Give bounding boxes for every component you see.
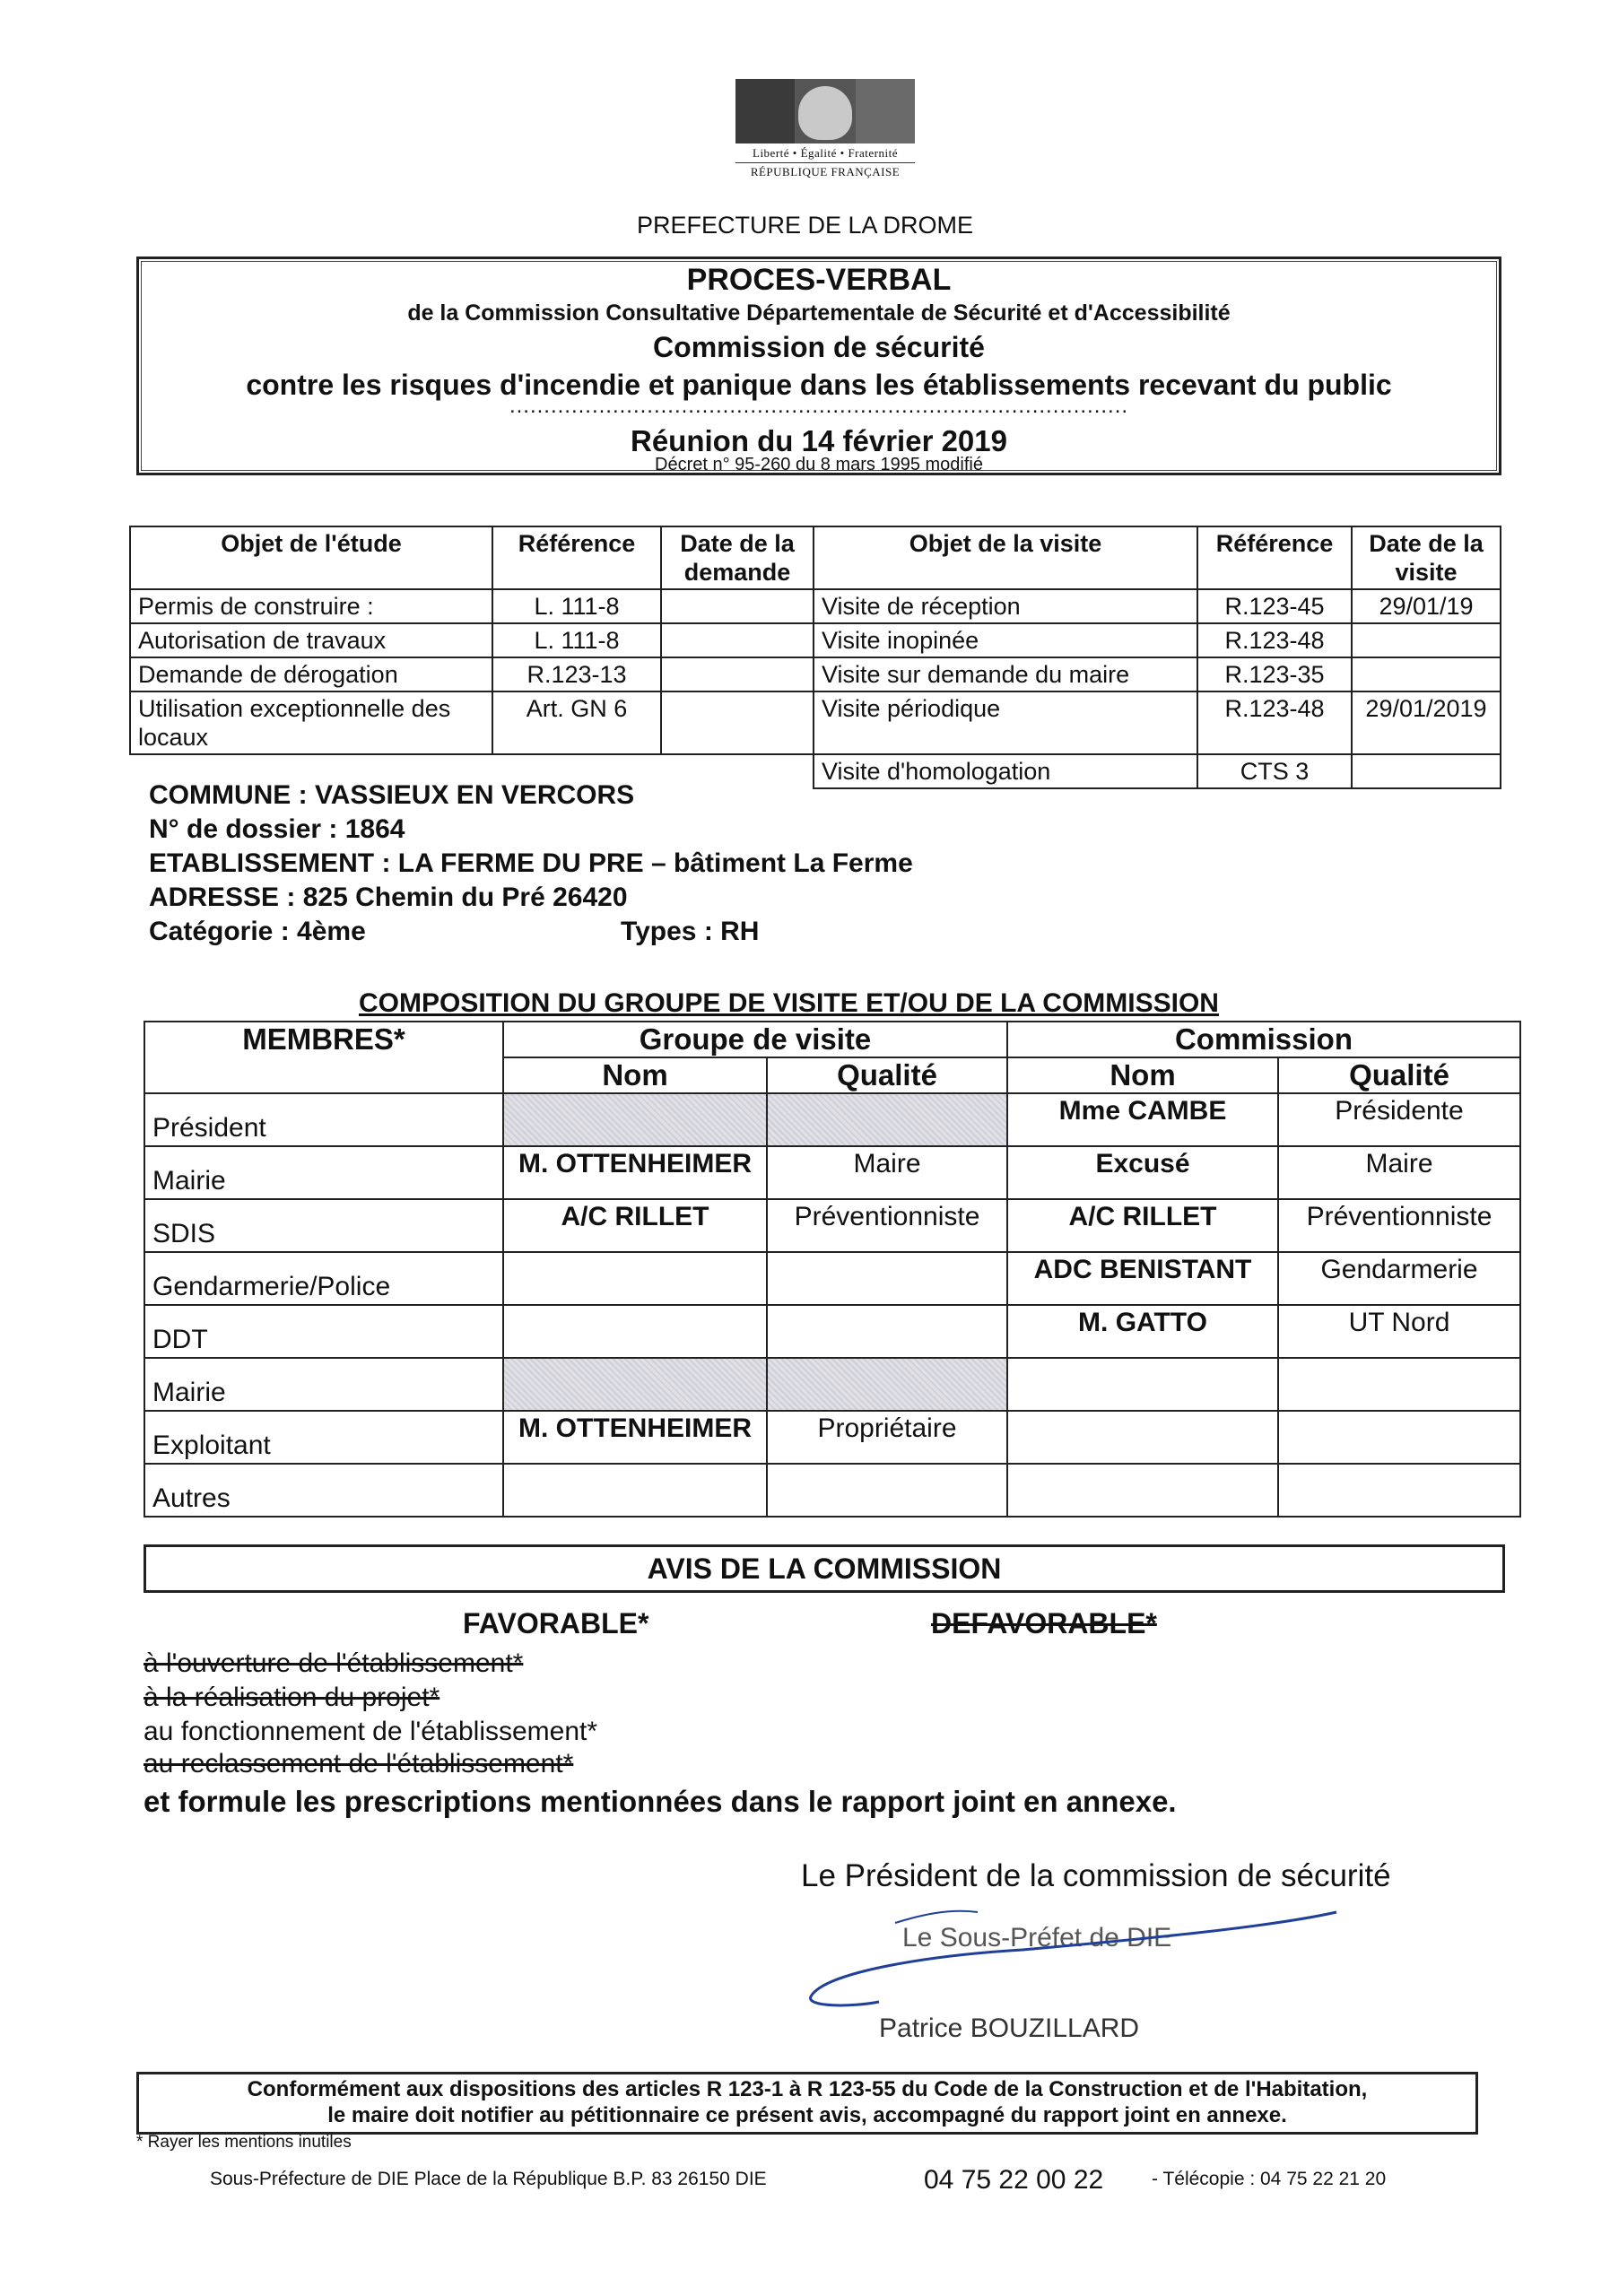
commission-nom: Mme CAMBE — [1007, 1093, 1278, 1146]
header-groupe-visite: Groupe de visite — [503, 1022, 1007, 1057]
footer-legal-box — [136, 2072, 1478, 2135]
header-date-demande: Date de la demande — [661, 526, 814, 589]
table-cell: Visite sur demande du maire — [814, 657, 1197, 691]
table-cell: R.123-45 — [1197, 589, 1352, 623]
table-cell: R.123-48 — [1197, 691, 1352, 754]
table-cell — [661, 691, 814, 754]
pv-subtitle: de la Commission Consultative Départementale de Sécurité et d'Accessibilité — [407, 300, 1231, 326]
table-row — [130, 657, 1501, 691]
footer-line-2: le maire doit notifier au pétitionnaire ce présent avis, accompagné du rapport joint en annexe. — [327, 2103, 1287, 2127]
groupe-nom — [503, 1305, 767, 1358]
pv-title: PROCES-VERBAL — [686, 263, 952, 297]
logo-republique: RÉPUBLIQUE FRANÇAISE — [735, 162, 915, 179]
commission-nom: M. GATTO — [1007, 1305, 1278, 1358]
avis-fonctionnement: au fonctionnement de l'établissement* — [144, 1717, 598, 1746]
commission-qualite — [1278, 1358, 1520, 1411]
table-cell: L. 111-8 — [492, 623, 661, 657]
header-commission: Commission — [1007, 1022, 1520, 1057]
commission-nom — [1007, 1464, 1278, 1517]
table-cell — [1352, 623, 1501, 657]
groupe-qualite: Maire — [767, 1146, 1007, 1199]
avis-reclassement: au reclassement de l'établissement* — [144, 1749, 574, 1779]
signatory-name: Patrice BOUZILLARD — [879, 2013, 1140, 2043]
avis-ouverture: à l'ouverture de l'établissement* — [144, 1648, 524, 1678]
groupe-nom — [503, 1464, 767, 1517]
groupe-qualite — [767, 1358, 1007, 1411]
table-cell: CTS 3 — [1197, 754, 1352, 788]
groupe-qualite — [767, 1093, 1007, 1146]
commission-qualite — [1278, 1464, 1520, 1517]
avis-realisation: à la réalisation du projet* — [144, 1683, 440, 1712]
member-label: DDT — [144, 1305, 503, 1358]
commission-qualite: Présidente — [1278, 1093, 1520, 1146]
table-row — [130, 623, 1501, 657]
table-row — [144, 1464, 1520, 1517]
footer-fax: - Télécopie : 04 75 22 21 20 — [1152, 2169, 1387, 2189]
footer-phone: 04 75 22 00 22 — [924, 2165, 1104, 2195]
table-cell — [1352, 754, 1501, 788]
commission-qualite: Préventionniste — [1278, 1199, 1520, 1252]
dossier-number: N° de dossier : 1864 — [149, 814, 405, 844]
table-cell: Demande de dérogation — [130, 657, 492, 691]
avis-prescriptions: et formule les prescriptions mentionnées dans le rapport joint en annexe. — [144, 1785, 1177, 1818]
table-row — [130, 691, 1501, 754]
member-label: Exploitant — [144, 1411, 503, 1464]
etablissement: ETABLISSEMENT : LA FERME DU PRE – bâtiment La Ferme — [149, 848, 913, 878]
table-cell: Visite inopinée — [814, 623, 1197, 657]
commission-qualite: Maire — [1278, 1146, 1520, 1199]
table-cell: 29/01/19 — [1352, 589, 1501, 623]
table-cell: Visite de réception — [814, 589, 1197, 623]
table-cell — [1352, 657, 1501, 691]
header-reference: Référence — [492, 526, 661, 589]
table-row — [144, 1305, 1520, 1358]
header-objet-etude: Objet de l'étude — [130, 526, 492, 589]
footer-line-1: Conformément aux dispositions des articles R 123-1 à R 123-55 du Code de la Construction et de l'Habitation, — [247, 2077, 1368, 2101]
table-row — [144, 1358, 1520, 1411]
member-label: Mairie — [144, 1358, 503, 1411]
avis-defavorable: DEFAVORABLE* — [931, 1607, 1157, 1639]
header-members: MEMBRES* — [144, 1022, 503, 1093]
marianne-logo — [735, 79, 915, 178]
table-cell: Art. GN 6 — [492, 691, 661, 754]
commission-qualite — [1278, 1411, 1520, 1464]
adresse: ADRESSE : 825 Chemin du Pré 26420 — [149, 883, 628, 912]
table-cell: R.123-13 — [492, 657, 661, 691]
president-title: Le Président de la commission de sécurité — [801, 1858, 1391, 1893]
rayer-note: * Rayer les mentions inutiles — [136, 2133, 352, 2152]
member-label: Gendarmerie/Police — [144, 1252, 503, 1305]
groupe-qualite: Préventionniste — [767, 1199, 1007, 1252]
pv-commission: Commission de sécurité — [653, 331, 985, 363]
commission-qualite: UT Nord — [1278, 1305, 1520, 1358]
commission-nom: Excusé — [1007, 1146, 1278, 1199]
table-row — [144, 1252, 1520, 1305]
member-label: SDIS — [144, 1199, 503, 1252]
etude-visite-table — [129, 526, 1501, 789]
groupe-nom — [503, 1252, 767, 1305]
header-reference-visite: Référence — [1197, 526, 1352, 589]
table-header-row — [130, 526, 1501, 589]
prefecture-title: PREFECTURE DE LA DROME — [636, 212, 974, 239]
table-cell-empty — [661, 754, 814, 788]
categorie: Catégorie : 4ème — [149, 917, 366, 946]
composition-title: COMPOSITION DU GROUPE DE VISITE ET/OU DE LA COMMISSION — [359, 988, 1219, 1018]
groupe-nom: A/C RILLET — [503, 1199, 767, 1252]
header-date-visite: Date de la visite — [1352, 526, 1501, 589]
groupe-qualite — [767, 1464, 1007, 1517]
member-label: Président — [144, 1093, 503, 1146]
commission-nom: ADC BENISTANT — [1007, 1252, 1278, 1305]
groupe-nom — [503, 1093, 767, 1146]
table-cell — [661, 657, 814, 691]
table-cell: R.123-35 — [1197, 657, 1352, 691]
table-cell: Autorisation de travaux — [130, 623, 492, 657]
footer-address: Sous-Préfecture de DIE Place de la République B.P. 83 26150 DIE — [210, 2169, 767, 2189]
commune: COMMUNE : VASSIEUX EN VERCORS — [149, 780, 635, 810]
header-groupe-qualite: Qualité — [767, 1057, 1007, 1093]
logo-motto: Liberté • Égalité • Fraternité — [753, 146, 898, 160]
header-commission-qualite: Qualité — [1278, 1057, 1520, 1093]
table-cell — [661, 623, 814, 657]
member-label: Mairie — [144, 1146, 503, 1199]
groupe-nom: M. OTTENHEIMER — [503, 1411, 767, 1464]
table-row — [144, 1411, 1520, 1464]
table-cell — [661, 589, 814, 623]
avis-favorable: FAVORABLE* — [463, 1607, 649, 1639]
table-row — [144, 1093, 1520, 1146]
table-cell: Utilisation exceptionnelle des locaux — [130, 691, 492, 754]
members-table — [144, 1021, 1521, 1518]
table-cell: R.123-48 — [1197, 623, 1352, 657]
table-row — [144, 1146, 1520, 1199]
groupe-nom: M. OTTENHEIMER — [503, 1146, 767, 1199]
pv-reunion: Réunion du 14 février 2019 — [631, 424, 1007, 457]
pv-dots: .......................................................................................... — [509, 394, 1129, 418]
table-cell: Visite d'homologation — [814, 754, 1197, 788]
pv-decret: Décret n° 95-260 du 8 mars 1995 modifié — [655, 455, 983, 474]
signature-scribble — [798, 1901, 1354, 2009]
types: Types : RH — [621, 917, 760, 946]
header-objet-visite: Objet de la visite — [814, 526, 1197, 589]
pv-scope: contre les risques d'incendie et panique dans les établissements recevant du public — [246, 369, 1392, 401]
table-cell: 29/01/2019 — [1352, 691, 1501, 754]
groupe-qualite — [767, 1305, 1007, 1358]
commission-nom — [1007, 1358, 1278, 1411]
header-commission-nom: Nom — [1007, 1057, 1278, 1093]
avis-title: AVIS DE LA COMMISSION — [144, 1544, 1505, 1593]
groupe-qualite — [767, 1252, 1007, 1305]
table-cell: L. 111-8 — [492, 589, 661, 623]
commission-nom — [1007, 1411, 1278, 1464]
groupe-nom — [503, 1358, 767, 1411]
table-row — [130, 589, 1501, 623]
commission-qualite: Gendarmerie — [1278, 1252, 1520, 1305]
members-header-row — [144, 1022, 1520, 1057]
marianne-emblem — [735, 79, 915, 144]
groupe-qualite: Propriétaire — [767, 1411, 1007, 1464]
proces-verbal-box — [136, 257, 1501, 475]
member-label: Autres — [144, 1464, 503, 1517]
table-cell: Visite périodique — [814, 691, 1197, 754]
table-cell: Permis de construire : — [130, 589, 492, 623]
sous-prefet-stamp: Le Sous-Préfet de DIE — [902, 1923, 1172, 1952]
header-groupe-nom: Nom — [503, 1057, 767, 1093]
table-row — [144, 1199, 1520, 1252]
commission-nom: A/C RILLET — [1007, 1199, 1278, 1252]
